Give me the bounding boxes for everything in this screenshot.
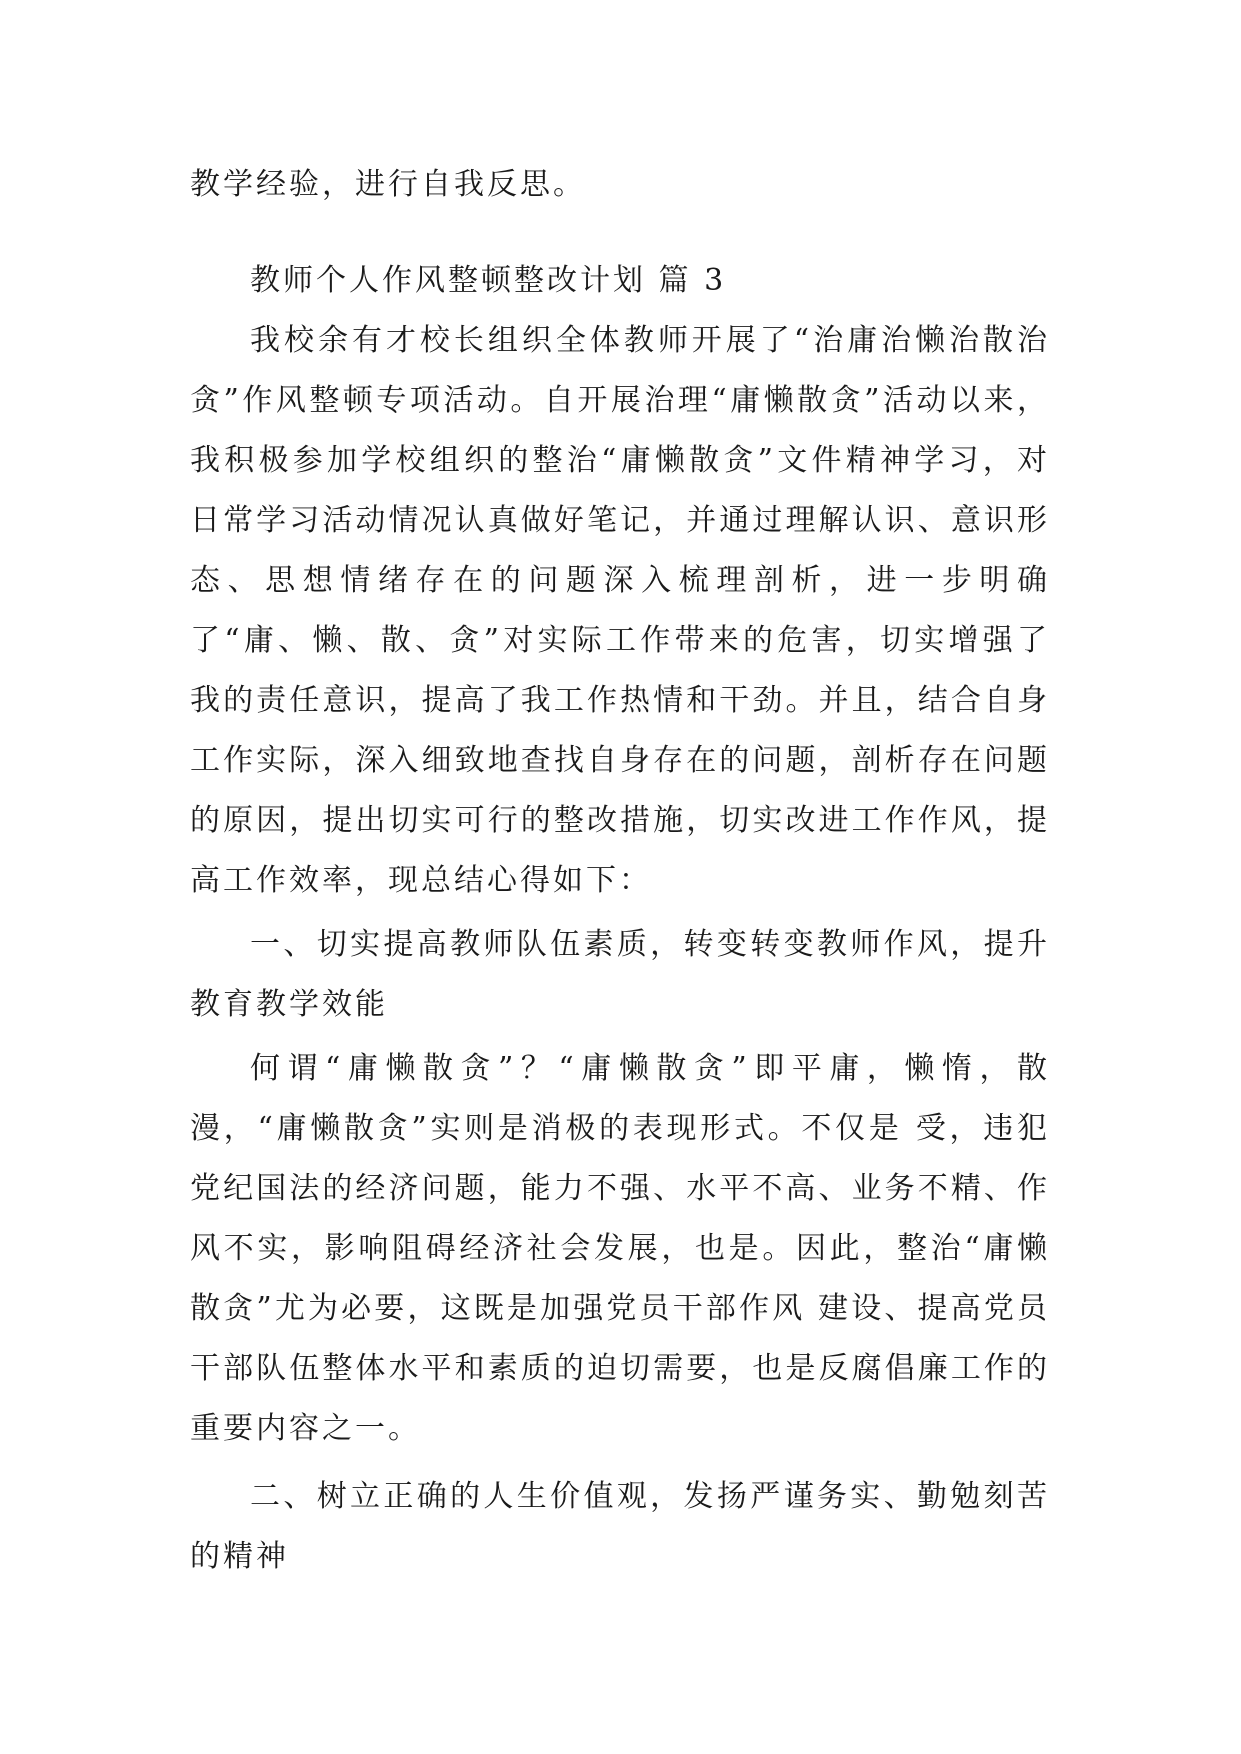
continued-paragraph: 教学经验，进行自我反思。 xyxy=(190,167,586,202)
intro-paragraph: 我校余有才校长组织全体教师开展了“治庸治懒治散治贪”作风整顿专项活动。自开展治理“庸懒散贪”活动以来，我积极参加学校组织的整治“庸懒散贪”文件精神学习，对日常学习活动情况认真做好笔记，并通过理解认识、意识形态、思想情绪存在的问题深入梳理剖析，进一步明确了“庸、懒、散、贪”对实际工作带来的危害，切实增强了我的责任意识，提高了我工作热情和干劲。并且，结合自身工作实际，深入细致地查找自身存在的问题，剖析存在问题的原因，提出切实可行的整改措施，切实改进工作作风，提高工作效率，现总结心得如下： xyxy=(190,323,1050,898)
heading-one: 一、切实提高教师队伍素质，转变转变教师作风，提升教育教学效能 xyxy=(190,927,1050,1022)
heading-two: 二、树立正确的人生价值观，发扬严谨务实、勤勉刻苦的精神 xyxy=(190,1479,1050,1574)
section-title: 教师个人作风整顿整改计划 篇 3 xyxy=(250,263,727,298)
document-body xyxy=(190,155,1050,1587)
definition-paragraph: 何谓“庸懒散贪”？“庸懒散贪”即平庸，懒惰，散漫，“庸懒散贪”实则是消极的表现形式。不仅是 受，违犯党纪国法的经济问题，能力不强、水平不高、业务不精、作风不实，影响阻碍经济社会发展，也是。因此，整治“庸懒散贪”尤为必要，这既是加强党员干部作风 建设、提高党员干部队伍整体水平和素质的迫切需要，也是反腐倡廉工作的重要内容之一。 xyxy=(190,1051,1050,1446)
